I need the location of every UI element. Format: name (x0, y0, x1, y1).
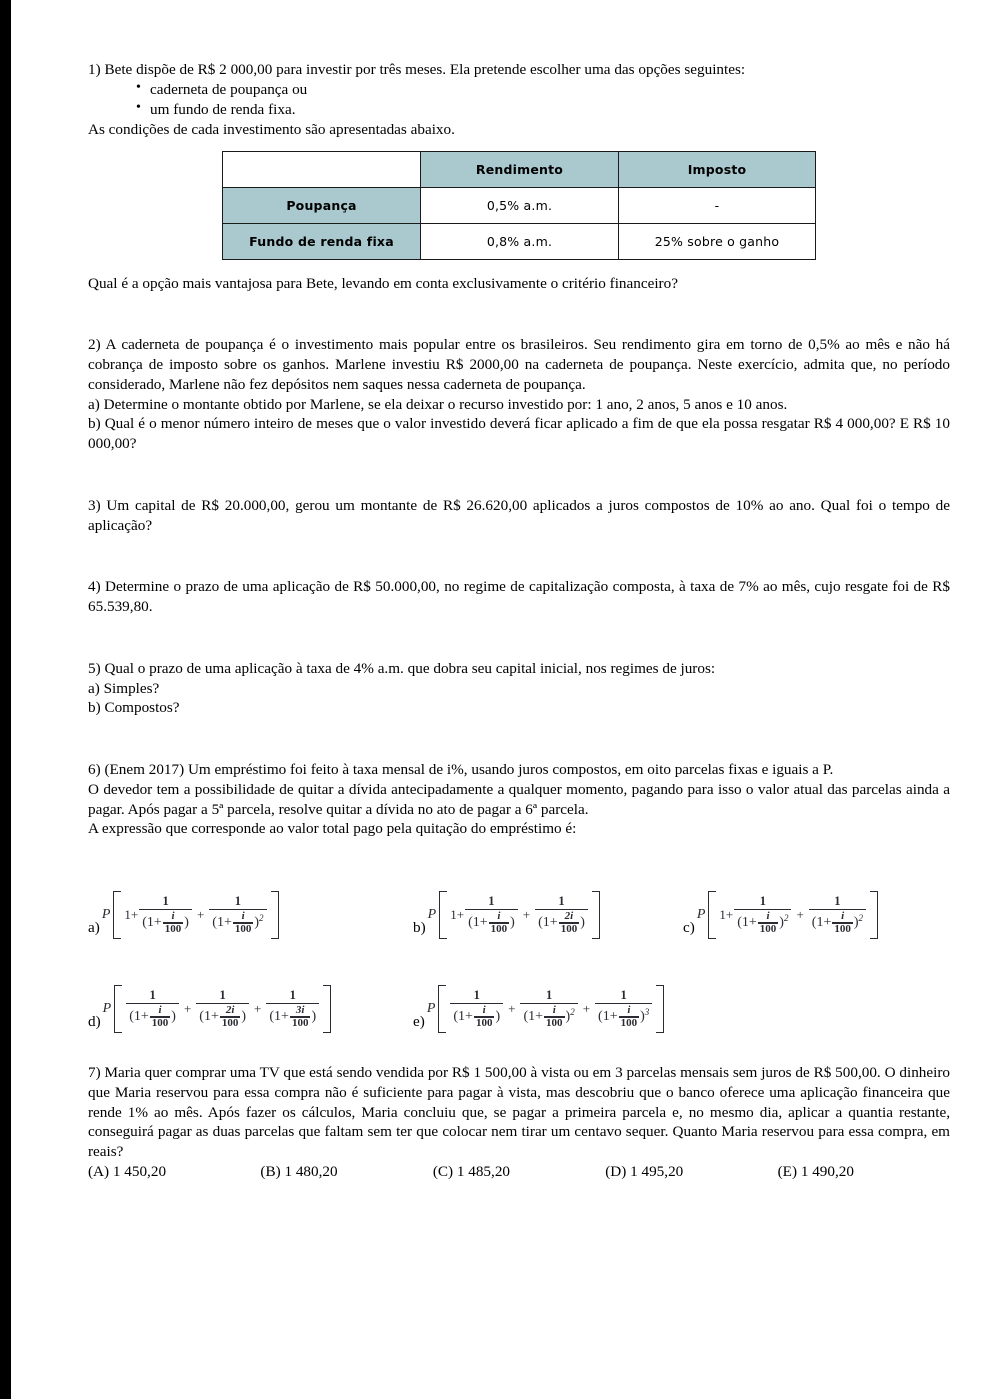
denominator (520, 1004, 577, 1029)
bracket-left-icon (708, 891, 716, 939)
den-suffix: ) (171, 1008, 176, 1024)
leading-term: 1+ (124, 907, 139, 923)
question-2-item-b: b) Qual é o menor número inteiro de meses que o valor investido deverá ficar aplicado a fim de que ela possa resgatar R$ 4 000,00? E R$ 10 000,00? (88, 415, 950, 453)
denominator (465, 910, 518, 935)
alternative-a[interactable]: (A) 1 450,20 (88, 1162, 167, 1180)
cell-poupanca-rendimento: 0,5% a.m. (421, 187, 619, 223)
denominator (196, 1004, 249, 1029)
alternative-b[interactable]: (B) 1 480,20 (260, 1162, 338, 1180)
inner-fraction (474, 1005, 495, 1029)
inner-denominator: 100 (620, 1016, 638, 1029)
question-6-block (88, 760, 950, 1033)
inner-denominator: 100 (759, 922, 777, 935)
inner-numerator: i (766, 910, 770, 923)
fraction-term (196, 989, 249, 1029)
den-suffix: ) (565, 1008, 571, 1024)
column-header-imposto: Imposto (619, 151, 816, 187)
question-5-body: 5) Qual o prazo de uma aplicação à taxa de 4% a.m. que dobra seu capital inicial, nos regimes de juros: (88, 659, 716, 677)
denominator (126, 1004, 179, 1029)
option-d-expression (103, 985, 333, 1033)
question-2-block (88, 335, 950, 454)
inner-numerator: i (841, 910, 845, 923)
exponent: 2 (783, 912, 789, 923)
exponent: 2 (858, 912, 864, 923)
den-prefix: (1+ (453, 1008, 473, 1024)
list-item: • caderneta de poupança ou (150, 80, 950, 100)
denominator (595, 1004, 652, 1029)
inner-denominator: 100 (291, 1016, 309, 1029)
bracket-right-icon (870, 891, 878, 939)
inner-denominator: 100 (221, 1016, 239, 1029)
question-1-closing: Qual é a opção mais vantajosa para Bete, levando em conta exclusivamente o critério financeiro? (88, 274, 678, 292)
den-suffix: ) (853, 914, 859, 930)
question-4-body: 4) Determine o prazo de uma aplicação de R$ 50.000,00, no regime de capitalização composta, à taxa de 7% ao mês, cujo resgate foi de R$ 65.539,80. (88, 578, 950, 616)
column-header-rendimento: Rendimento (421, 151, 619, 187)
bracket-right-icon (271, 891, 279, 939)
fraction-term (465, 895, 518, 935)
fraction-term (535, 895, 588, 935)
den-prefix: (1+ (269, 1008, 289, 1024)
question-6-line-3: A expressão que corresponde ao valor total pago pela quitação do empréstimo é: (88, 820, 577, 838)
numerator: 1 (162, 893, 169, 908)
worksheet-page (88, 60, 950, 1181)
exponent: 2 (259, 912, 264, 923)
alternative-e[interactable]: (E) 1 490,20 (777, 1162, 854, 1180)
fraction-term (266, 989, 319, 1029)
question-5-item-a: a) Simples? (88, 679, 160, 697)
question-1-bullet-list (88, 80, 950, 120)
bracket-right-icon (592, 891, 600, 939)
variable-P: P (101, 907, 111, 923)
den-prefix: (1+ (811, 914, 832, 930)
question-6-options-row-1 (88, 853, 950, 939)
question-1-intro: 1) Bete dispõe de R$ 2 000,00 para investir por três meses. Ela pretende escolher uma das opções seguintes: (88, 61, 746, 78)
question-7-block (88, 1063, 950, 1181)
plus-sign: + (522, 907, 531, 923)
bracket-right-icon (323, 985, 331, 1033)
den-suffix: ) (580, 914, 585, 930)
den-suffix: ) (495, 1008, 501, 1024)
den-suffix: ) (241, 1008, 247, 1024)
inner-numerator: i (171, 910, 175, 923)
den-suffix: ) (779, 914, 784, 930)
option-a[interactable] (88, 891, 413, 939)
fraction-term (595, 989, 652, 1029)
den-suffix: ) (254, 914, 260, 930)
den-prefix: (1+ (199, 1008, 219, 1024)
question-7-body: 7) Maria quer comprar uma TV que está sendo vendida por R$ 1 500,00 à vista ou em 3 parcelas mensais sem juros de R$ 500,00. O dinheiro que Maria reservou para essa compra não é suficiente para pagar à vista, mas descobriu que o banco oferece uma aplicação financeira que rende 1% ao mês. Após fazer os cálculos, Maria concluiu que, se pagar a primeira parcela e, no mesmo dia, aplicar a quantia restante, conseguirá pagar as duas parcelas que faltam sem ter que colocar nem tirar um centavo sequer. Quanto Maria reservou para essa compra, em reais? (88, 1064, 950, 1161)
den-prefix: (1+ (538, 914, 558, 930)
denominator (809, 910, 866, 935)
inner-denominator: 100 (560, 922, 578, 935)
denominator (266, 1004, 319, 1029)
question-5-item-b: b) Compostos? (88, 699, 180, 717)
row-header-fundo-renda-fixa: Fundo de renda fixa (223, 223, 421, 259)
question-6-line-2: O devedor tem a possibilidade de quitar a dívida antecipadamente a qualquer momento, pagando para isso o valor atual das parcelas ainda a pagar. Após pagar a 5ª parcela, resolve quitar a dívida no ato de pagar a 6ª parcela. (88, 780, 950, 818)
option-b[interactable] (413, 891, 683, 939)
den-suffix: ) (184, 914, 189, 930)
option-c-label: c) (683, 919, 695, 937)
question-6-line-1: 6) (Enem 2017) Um empréstimo foi feito à taxa mensal de i%, usando juros compostos, em oito parcelas fixas e iguais a P. (88, 761, 834, 779)
den-suffix: ) (640, 1008, 645, 1024)
variable-P: P (426, 1001, 436, 1017)
inner-numerator: 2i (225, 1004, 235, 1017)
denominator (139, 910, 192, 935)
inner-numerator: 3i (295, 1004, 305, 1017)
inner-fraction (544, 1005, 565, 1029)
den-prefix: (1+ (212, 914, 232, 930)
numerator: 1 (149, 987, 156, 1002)
numerator: 1 (834, 893, 841, 908)
inner-numerator: i (482, 1004, 486, 1017)
den-prefix: (1+ (468, 914, 488, 930)
inner-fraction (233, 911, 254, 935)
list-item: • um fundo de renda fixa. (150, 100, 950, 120)
inner-numerator: i (627, 1004, 631, 1017)
den-prefix: (1+ (523, 1008, 544, 1024)
table-row (223, 223, 816, 259)
den-suffix: ) (510, 914, 515, 930)
plus-sign: + (196, 907, 205, 923)
inner-numerator: i (241, 910, 245, 923)
question-1-lead: As condições de cada investimento são apresentadas abaixo. (88, 120, 455, 138)
numerator: 1 (545, 987, 553, 1002)
denominator (209, 910, 266, 935)
inner-numerator: 2i (564, 910, 574, 923)
option-d-label: d) (88, 1013, 101, 1031)
numerator: 1 (219, 987, 226, 1002)
question-2-item-a: a) Determine o montante obtido por Marlene, se ela deixar o recurso investido por: 1 ano, 2 anos, 5 anos e 10 anos. (88, 395, 788, 413)
inner-numerator: i (158, 1004, 162, 1017)
cell-poupanca-imposto: - (619, 187, 816, 223)
investment-conditions-table (222, 151, 816, 260)
bracket-left-icon (113, 891, 121, 939)
cell-fundo-rendimento: 0,8% a.m. (421, 223, 619, 259)
fraction-term (520, 989, 577, 1029)
den-prefix: (1+ (142, 914, 162, 930)
fraction-term (209, 895, 266, 935)
question-3-block (88, 496, 950, 536)
table-row (223, 187, 816, 223)
option-e-expression (427, 985, 666, 1033)
denominator (450, 1004, 503, 1029)
inner-denominator: 100 (475, 1016, 493, 1029)
cell-fundo-imposto: 25% sobre o ganho (619, 223, 816, 259)
alternative-c[interactable]: (C) 1 485,20 (432, 1162, 511, 1180)
inner-numerator: i (552, 1004, 556, 1017)
inner-denominator: 100 (234, 922, 252, 935)
option-c[interactable] (683, 891, 950, 939)
exponent: 3 (644, 1006, 650, 1017)
fraction-term (450, 989, 503, 1029)
plus-sign: + (796, 907, 804, 923)
plus-sign: + (183, 1001, 192, 1017)
option-a-label: a) (88, 919, 100, 937)
inner-fraction (758, 911, 779, 935)
variable-P: P (102, 1001, 112, 1017)
fraction-term (734, 895, 791, 935)
inner-denominator: 100 (834, 922, 851, 935)
plus-sign: + (254, 1001, 262, 1017)
question-5-block (88, 659, 950, 718)
variable-P: P (696, 907, 706, 923)
row-header-poupanca: Poupança (223, 187, 421, 223)
option-e[interactable] (413, 985, 713, 1033)
option-b-label: b) (413, 919, 426, 937)
inner-denominator: 100 (490, 922, 508, 935)
denominator (734, 910, 791, 935)
bracket-left-icon (438, 985, 446, 1033)
scan-edge-left-margin (0, 0, 11, 1399)
option-b-expression (428, 891, 602, 939)
den-suffix: ) (311, 1008, 317, 1024)
numerator: 1 (234, 893, 242, 908)
question-6-options-row-2 (88, 947, 950, 1033)
den-prefix: (1+ (598, 1008, 618, 1024)
question-4-block (88, 577, 950, 617)
inner-fraction (290, 1005, 311, 1029)
plus-sign: + (582, 1001, 591, 1017)
inner-fraction (220, 1005, 241, 1029)
inner-fraction (832, 911, 853, 935)
inner-numerator: i (497, 910, 501, 923)
question-3-body: 3) Um capital de R$ 20.000,00, gerou um montante de R$ 26.620,00 aplicados a juros compostos de 10% ao ano. Qual foi o tempo de aplicação? (88, 496, 950, 534)
numerator: 1 (558, 893, 565, 908)
option-c-expression (697, 891, 880, 939)
exponent: 2 (570, 1006, 575, 1017)
fraction-term (139, 895, 192, 935)
conditions-table-wrapper (88, 151, 950, 260)
inner-denominator: 100 (151, 1016, 169, 1029)
inner-denominator: 100 (546, 1016, 563, 1029)
fraction-term (126, 989, 179, 1029)
bracket-left-icon (439, 891, 447, 939)
option-d[interactable] (88, 985, 413, 1033)
alternative-d[interactable]: (D) 1 495,20 (605, 1162, 684, 1180)
inner-denominator: 100 (164, 922, 182, 935)
inner-fraction (150, 1005, 171, 1029)
table-header-row (223, 151, 816, 187)
question-7-alternatives (88, 1163, 950, 1181)
option-a-expression (102, 891, 281, 939)
bracket-left-icon (114, 985, 122, 1033)
variable-P: P (427, 907, 437, 923)
den-prefix: (1+ (129, 1008, 149, 1024)
numerator: 1 (620, 987, 627, 1002)
inner-fraction (559, 911, 580, 935)
question-2-body: 2) A caderneta de poupança é o investimento mais popular entre os brasileiros. Seu rendimento gira em torno de 0,5% ao mês e não há cobrança de imposto sobre os ganhos. Marlene investiu R$ 2000,00 na caderneta de poupança. Neste exercício, admita que, no período considerado, Marlene não fez depósitos nem saques nessa caderneta de poupança. (88, 336, 950, 393)
inner-fraction (489, 911, 510, 935)
den-prefix: (1+ (737, 914, 757, 930)
denominator (535, 910, 588, 935)
inner-fraction (163, 911, 184, 935)
bracket-right-icon (656, 985, 664, 1033)
fraction-term (809, 895, 866, 935)
option-e-label: e) (413, 1013, 425, 1031)
leading-term: 1+ (450, 907, 465, 923)
numerator: 1 (473, 987, 480, 1002)
numerator: 1 (759, 893, 766, 908)
question-1-block (88, 60, 950, 293)
numerator: 1 (289, 987, 296, 1002)
inner-fraction (619, 1005, 640, 1029)
plus-sign: + (508, 1001, 516, 1017)
numerator: 1 (488, 893, 495, 908)
leading-term: 1+ (719, 907, 734, 923)
table-corner-cell (223, 151, 421, 187)
